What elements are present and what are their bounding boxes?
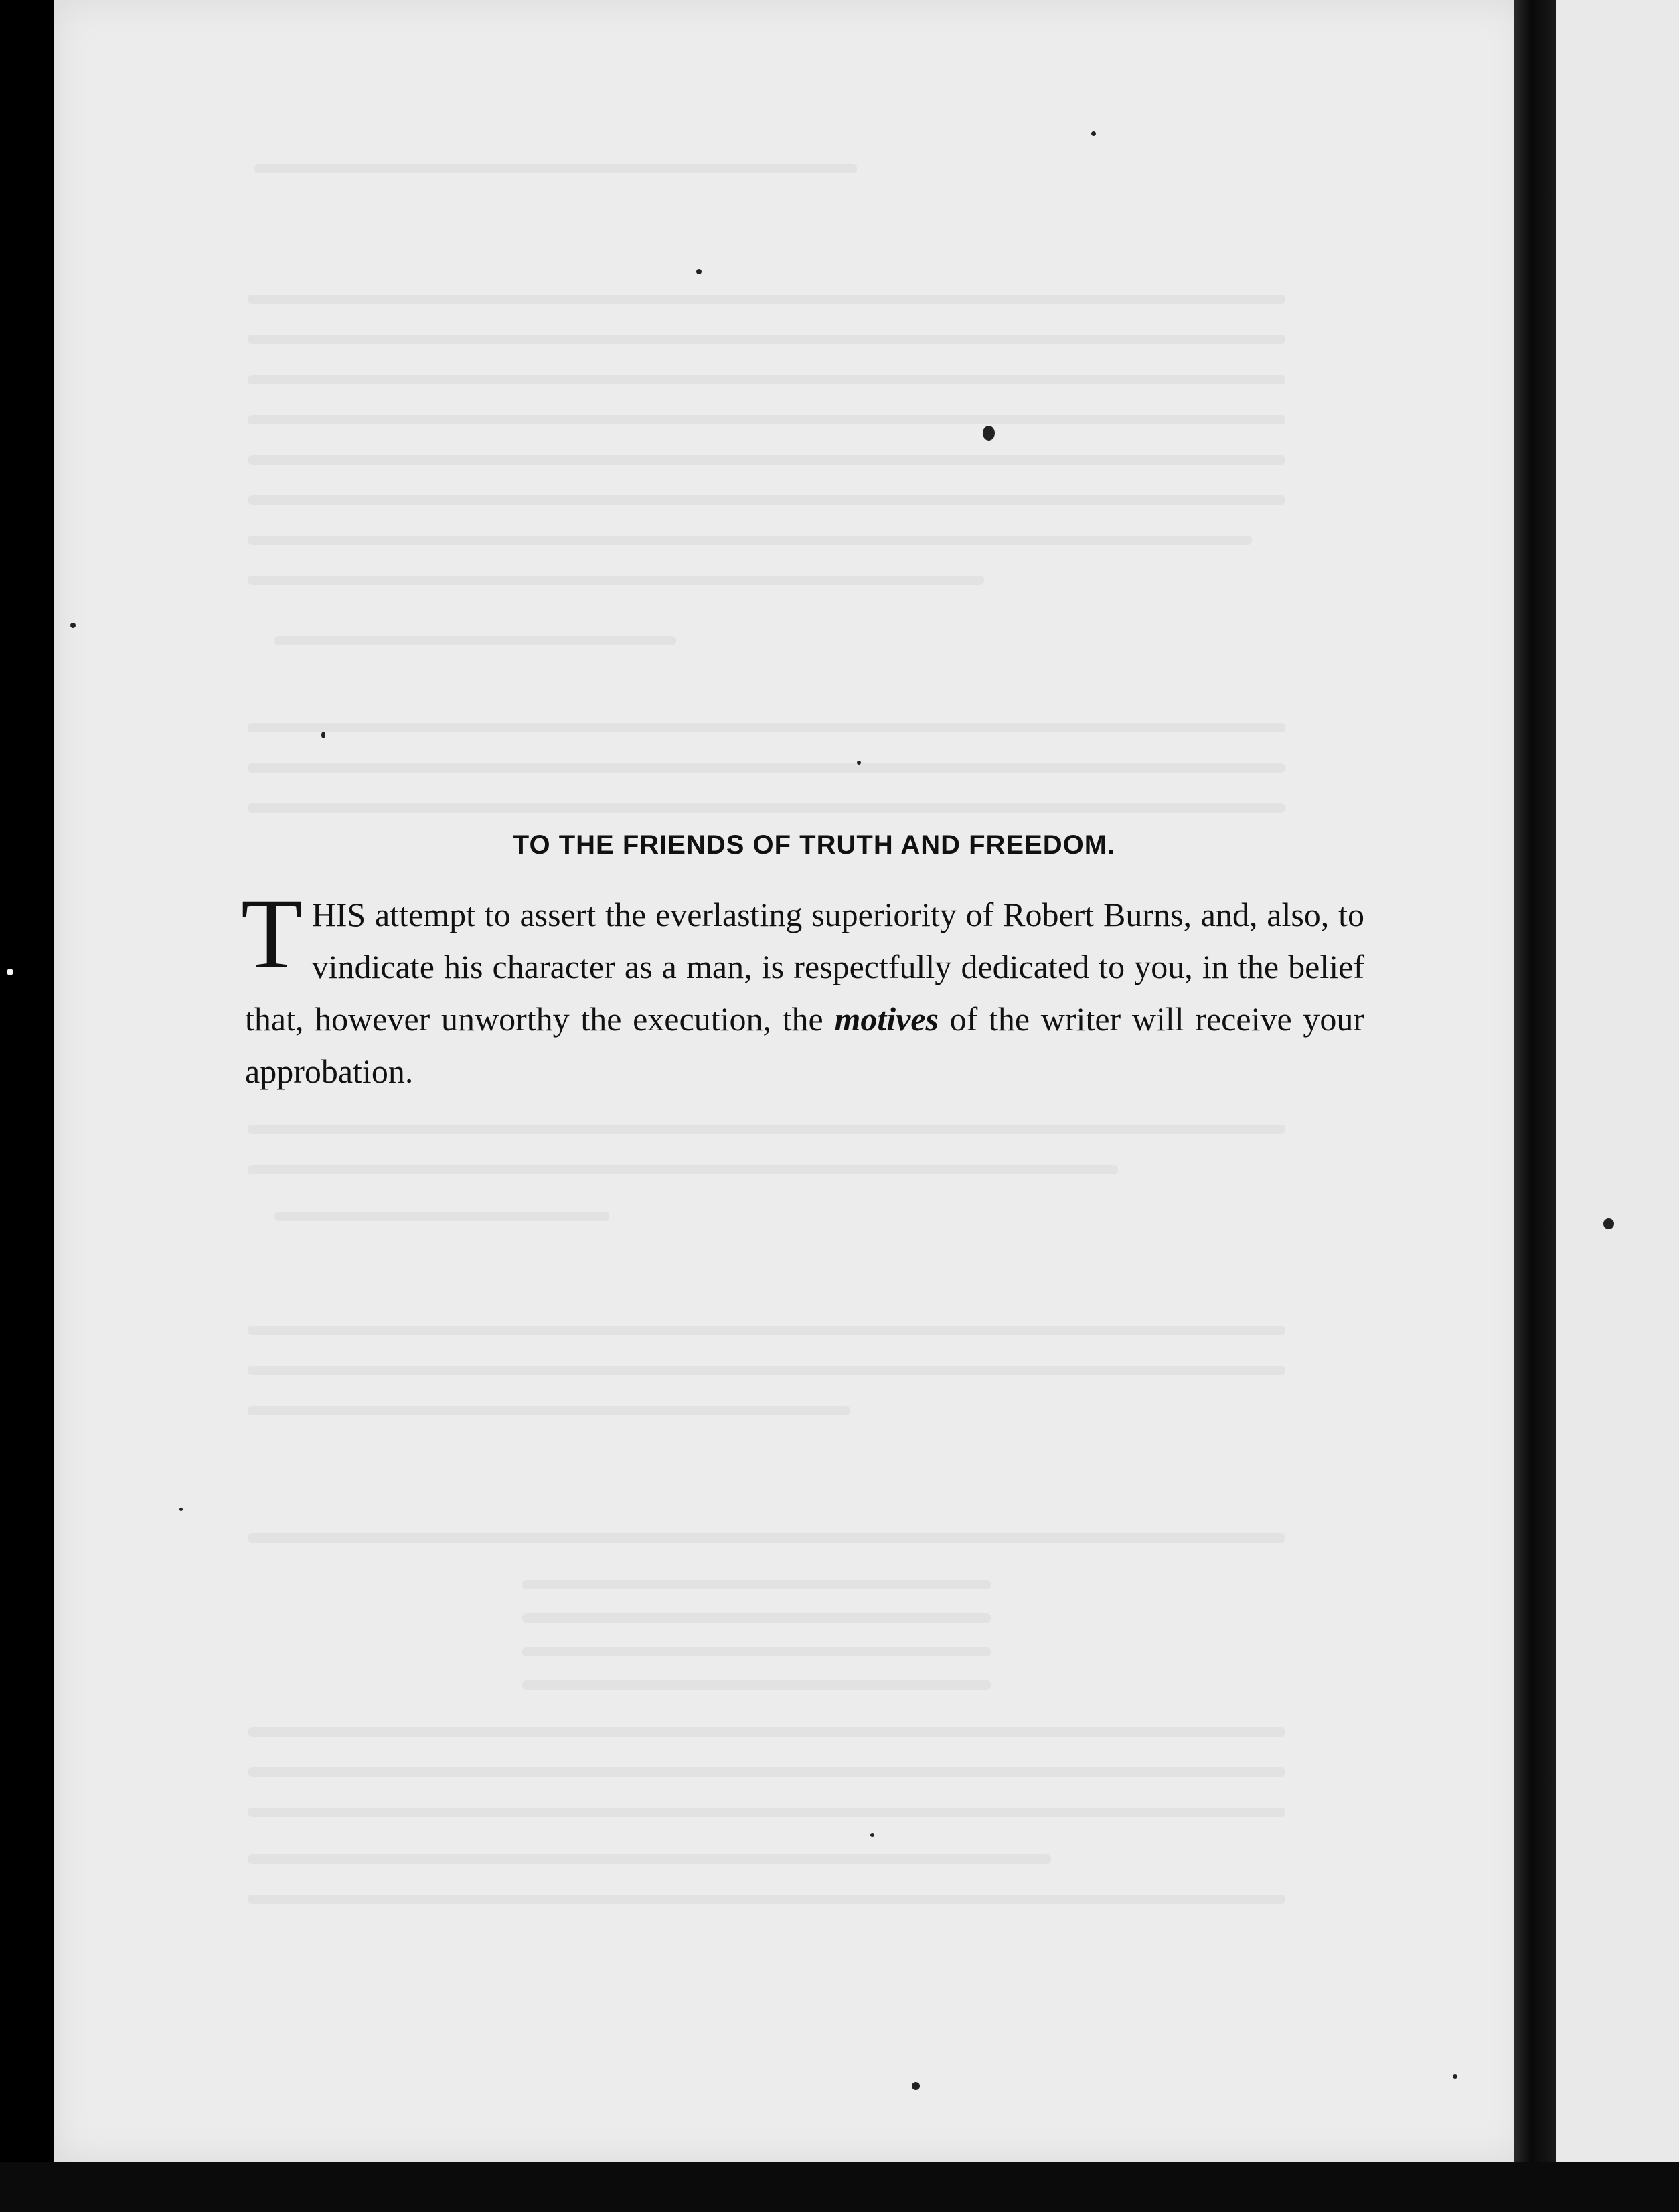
book-page — [54, 0, 1526, 2162]
dust-speck — [857, 761, 861, 765]
dust-speck — [696, 269, 702, 274]
emphasis-motives: motives — [834, 1000, 939, 1038]
dust-speck — [870, 1833, 874, 1837]
facing-page-edge — [1556, 0, 1679, 2212]
dedication-body — [241, 878, 1364, 1097]
dust-speck — [1453, 2074, 1457, 2079]
dust-speck — [70, 623, 76, 628]
dust-speck — [7, 969, 13, 975]
dust-speck — [1091, 131, 1096, 136]
book-gutter — [1514, 0, 1556, 2212]
dust-speck — [321, 732, 325, 738]
scan-border — [0, 2162, 1679, 2212]
dedication-heading: TO THE FRIENDS OF TRUTH AND FREEDOM. — [512, 830, 1116, 860]
dust-speck — [1603, 1218, 1614, 1229]
dust-speck — [983, 426, 995, 441]
dedication-body-lead: HIS attempt to assert the everlasting superiority of Robert Burns, and, also, to vindicate his character as a man, is respectfully dedicated to you, in the belief that, however unworthy the execution, the — [245, 896, 1364, 1038]
dedication-block — [241, 830, 1364, 1097]
drop-cap: T — [241, 878, 303, 990]
dust-speck — [179, 1508, 183, 1511]
dust-speck — [912, 2082, 920, 2090]
dedication-body-tail: of the writer will receive your approbation. — [245, 1000, 1364, 1090]
